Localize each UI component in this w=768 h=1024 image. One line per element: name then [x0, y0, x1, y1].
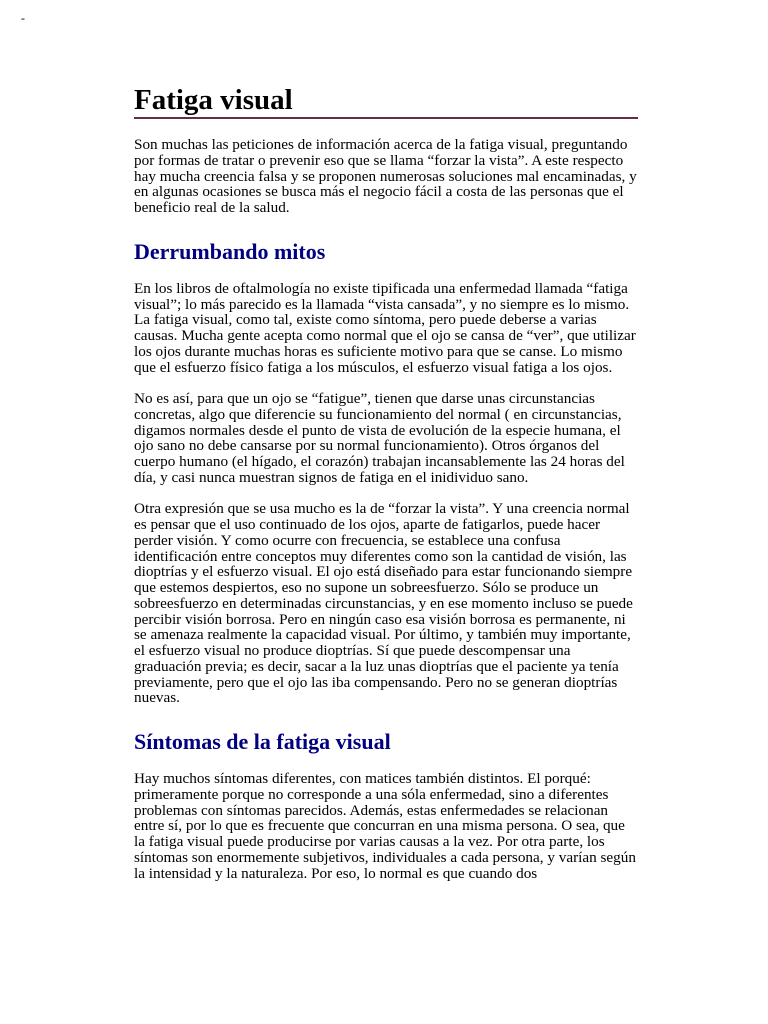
page-title: Fatiga visual [134, 84, 638, 119]
paragraph: En los libros de oftalmología no existe tipificada una enfermedad llamada “fatiga visual”; lo más parecido es la llamada “vista cansada”, y no siempre es lo mismo. La fatiga visual, como tal, existe como síntoma, pero puede deberse a varias causas. Mucha gente acepta como normal que el ojo se cansa de “ver”, que utilizar los ojos durante muchas horas es suficiente motivo para que se canse. Lo mismo que el esfuerzo físico fatiga a los músculos, el esfuerzo visual fatiga a los ojos. [134, 279, 636, 376]
intro-paragraph: Son muchas las peticiones de información acerca de la fatiga visual, preguntando por formas de tratar o prevenir eso que se llama “forzar la vista”. A este respecto hay mucha creencia falsa y se proponen numerosas soluciones mal encaminadas, y en algunas ocasiones se busca más el negocio fácil a costa de las personas que el beneficio real de la salud. [134, 136, 637, 216]
paragraph: No es así, para que un ojo se “fatigue”, tienen que darse unas circunstancias concretas, algo que diferencie su funcionamiento del normal ( en circunstancias, digamos normales desde el punto de vista de evolución de la especie humana, el ojo sano no debe cansarse por su normal funcionamiento). Otros órganos del cuerpo humano (el hígado, el corazón) trabajan incansablemente las 24 horas del día, y casi nunca muestran signos de fatiga en el inidividuo sano. [134, 390, 625, 486]
paragraph: Hay muchos síntomas diferentes, con matices también distintos. El porqué: primeramente porque no corresponde a una sóla enfermedad, sino a diferentes problemas con síntomas parecidos. Además, estas enfermedades se relacionan entre sí, por lo que es frecuente que concurran en una misma persona. O sea, que la fatiga visual puede producirse por varias causas a la vez. Por otra parte, los síntomas son enormemente subjetivos, individuales a cada persona, y varían según la intensidad y la naturaleza. Por eso, lo normal es que cuando dos [134, 770, 636, 882]
section-heading-sintomas: Síntomas de la fatiga visual [134, 729, 391, 754]
section-heading-derrumbando-mitos: Derrumbando mitos [134, 238, 326, 264]
page-mark: - [21, 11, 25, 25]
document-body [134, 84, 638, 881]
paragraph: Otra expresión que se usa mucho es la de “forzar la vista”. Y una creencia normal es pensar que el uso continuado de los ojos, aparte de fatigarlos, puede hacer perder visión. Y como ocurre con frecuencia, se establece una confusa identificación entre conceptos muy diferentes como son la cantidad de visión, las dioptrías y el esfuerzo visual. El ojo está diseñado para estar funcionando siempre que estemos despiertos, eso no supone un sobreesfuerzo. Sólo se produce un sobreesfuerzo en determinadas circunstancias, y en ese momento incluso se puede percibir visión borrosa. Pero en ningún caso esa visión borrosa es permanente, ni se amenaza realmente la capacidad visual. Por último, y también muy importante, el esfuerzo visual no produce dioptrías. Sí que puede descompensar una graduación previa; es decir, sacar a la luz unas dioptrías que el paciente ya tenía previamente, pero que el ojo las iba compensando. Pero no se generan dioptrías nuevas. [134, 500, 633, 707]
